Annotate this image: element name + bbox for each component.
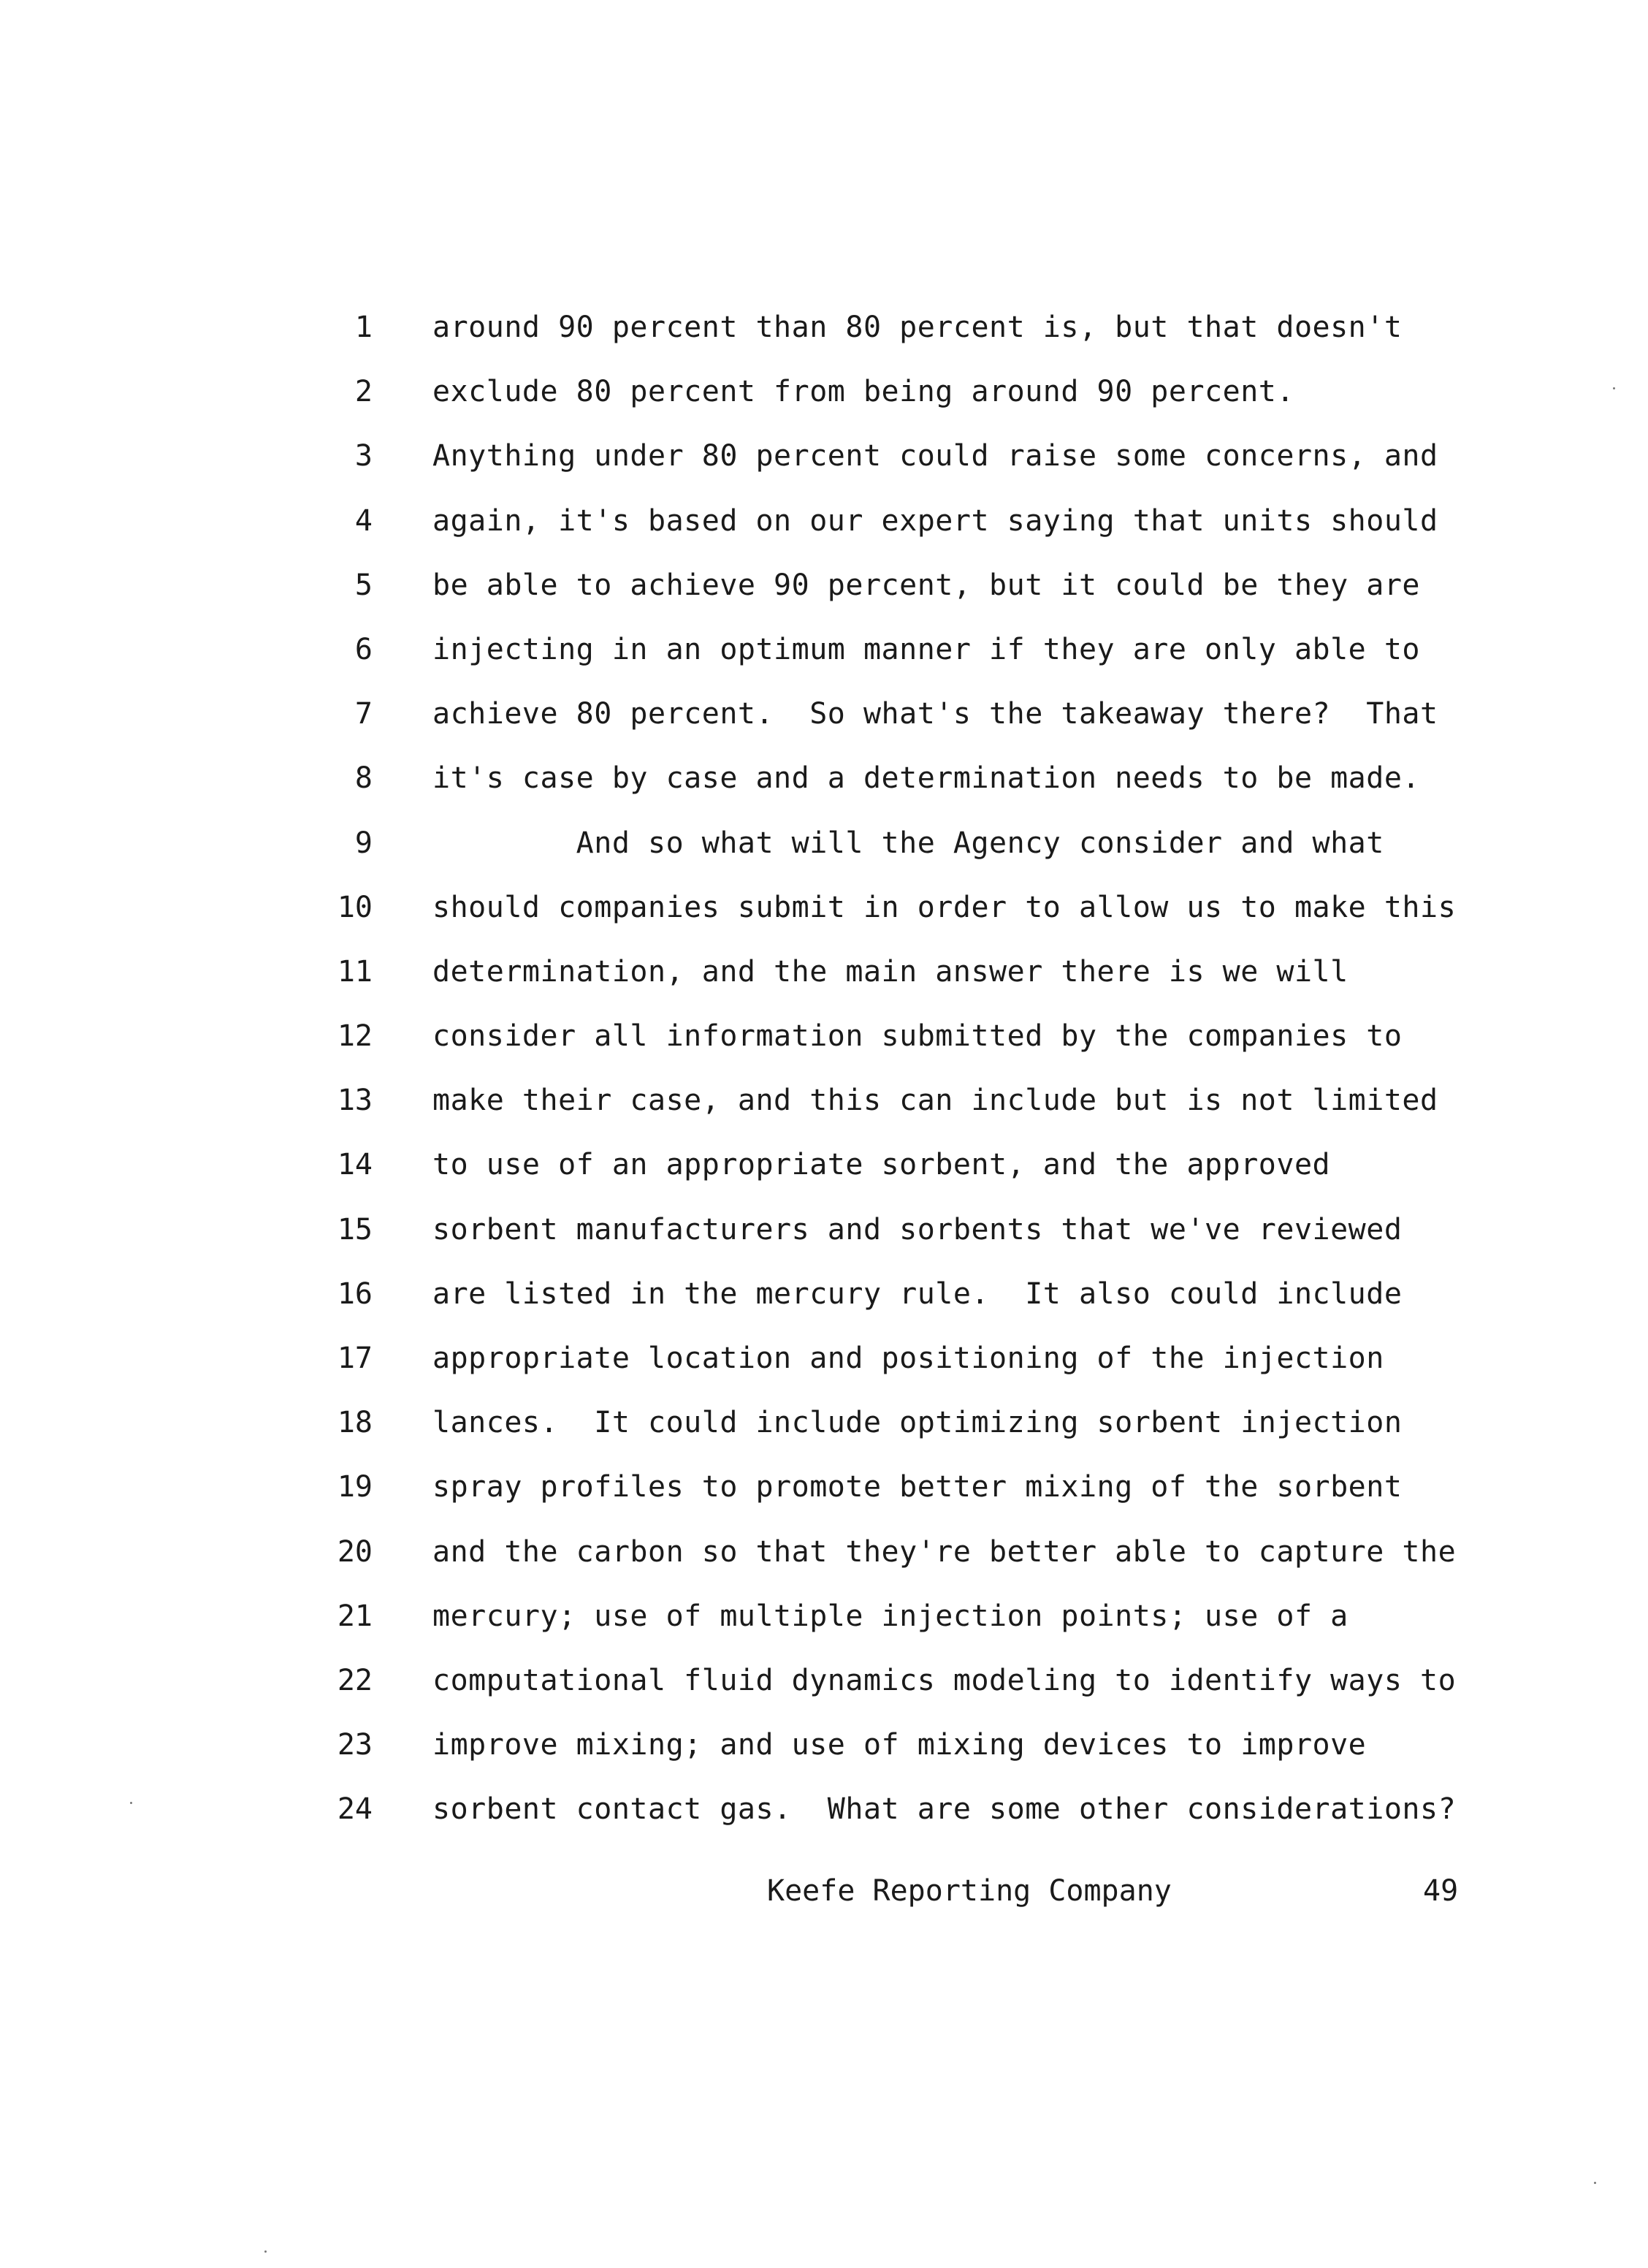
transcript-line: [321, 295, 1519, 359]
transcript-line: [321, 1584, 1519, 1648]
scan-speck: [264, 2250, 267, 2253]
scan-speck: [130, 1802, 132, 1804]
line-number: 20: [337, 1534, 373, 1569]
transcript-body: [321, 295, 1519, 1842]
line-text: around 90 percent than 80 percent is, but that doesn't: [432, 311, 1403, 344]
line-text: consider all information submitted by the companies to: [432, 1019, 1403, 1054]
line-number: 14: [337, 1148, 373, 1182]
line-number: 7: [354, 697, 373, 731]
line-number: 2: [354, 375, 373, 409]
transcript-line: [321, 617, 1519, 682]
transcript-line: [321, 682, 1519, 746]
line-number: 19: [337, 1470, 373, 1504]
line-text: make their case, and this can include but is not limited: [432, 1084, 1438, 1118]
line-text: should companies submit in order to allow us to make this: [432, 890, 1457, 924]
line-text: it's case by case and a determination needs to be made.: [432, 761, 1421, 796]
line-number: 11: [337, 954, 373, 989]
transcript-line: [321, 1455, 1519, 1519]
transcript-line: [321, 1262, 1519, 1326]
line-number: 10: [337, 890, 373, 924]
transcript-line: [321, 1133, 1519, 1197]
line-text: lances. It could include optimizing sorbent injection: [432, 1406, 1403, 1440]
line-text: be able to achieve 90 percent, but it could be they are: [432, 568, 1421, 602]
line-text: achieve 80 percent. So what's the takeaway there? That: [432, 697, 1438, 731]
line-text: spray profiles to promote better mixing of the sorbent: [432, 1470, 1403, 1504]
line-number: 22: [337, 1663, 373, 1697]
line-number: 3: [354, 439, 373, 473]
transcript-line: [321, 1713, 1519, 1777]
line-number: 8: [354, 761, 373, 796]
transcript-line: [321, 1520, 1519, 1584]
footer-page-number: 49: [1423, 1874, 1459, 1908]
line-number: 13: [337, 1084, 373, 1118]
transcript-line: [321, 1004, 1519, 1068]
line-text: determination, and the main answer there is we will: [432, 954, 1348, 989]
line-text: computational fluid dynamics modeling to identify ways to: [432, 1663, 1457, 1697]
line-number: 15: [337, 1212, 373, 1247]
line-text: mercury; use of multiple injection points; use of a: [432, 1599, 1348, 1633]
line-number: 6: [354, 632, 373, 666]
line-number: 16: [337, 1276, 373, 1311]
transcript-line: [321, 1068, 1519, 1133]
scan-speck: [1594, 2182, 1596, 2184]
transcript-line: [321, 940, 1519, 1004]
transcript-line: [321, 489, 1519, 553]
line-text: sorbent manufacturers and sorbents that we've reviewed: [432, 1212, 1403, 1247]
line-number: 1: [354, 311, 373, 344]
line-text: again, it's based on our expert saying that units should: [432, 503, 1438, 538]
footer-company-name: Keefe Reporting Company: [767, 1874, 1172, 1908]
line-text: appropriate location and positioning of the injection: [432, 1342, 1384, 1375]
line-text: to use of an appropriate sorbent, and the approved: [432, 1148, 1331, 1182]
transcript-line: [321, 875, 1519, 940]
line-number: 9: [354, 826, 373, 860]
transcript-line: [321, 811, 1519, 875]
line-text: are listed in the mercury rule. It also could include: [432, 1276, 1403, 1311]
line-text: Anything under 80 percent could raise some concerns, and: [432, 439, 1438, 473]
transcript-line: [321, 1198, 1519, 1262]
line-number: 4: [354, 503, 373, 538]
transcript-line: [321, 1326, 1519, 1390]
line-text: And so what will the Agency consider and what: [432, 826, 1384, 860]
line-text: exclude 80 percent from being around 90 percent.: [432, 375, 1294, 409]
transcript-line: [321, 1390, 1519, 1455]
line-number: 12: [337, 1019, 373, 1054]
line-number: 24: [337, 1792, 373, 1827]
transcript-line: [321, 746, 1519, 810]
transcript-line: [321, 553, 1519, 617]
line-number: 23: [337, 1728, 373, 1762]
line-text: injecting in an optimum manner if they are only able to: [432, 632, 1421, 666]
line-text: sorbent contact gas. What are some other considerations?: [432, 1792, 1457, 1827]
line-number: 5: [354, 568, 373, 602]
line-text: improve mixing; and use of mixing devices to improve: [432, 1728, 1367, 1762]
line-number: 21: [337, 1599, 373, 1633]
line-number: 18: [337, 1406, 373, 1440]
transcript-line: [321, 424, 1519, 488]
transcript-line: [321, 1648, 1519, 1713]
scan-speck: [1613, 387, 1615, 389]
transcript-line: [321, 359, 1519, 424]
line-number: 17: [337, 1342, 373, 1375]
line-text: and the carbon so that they're better able to capture the: [432, 1534, 1457, 1569]
transcript-line: [321, 1777, 1519, 1841]
